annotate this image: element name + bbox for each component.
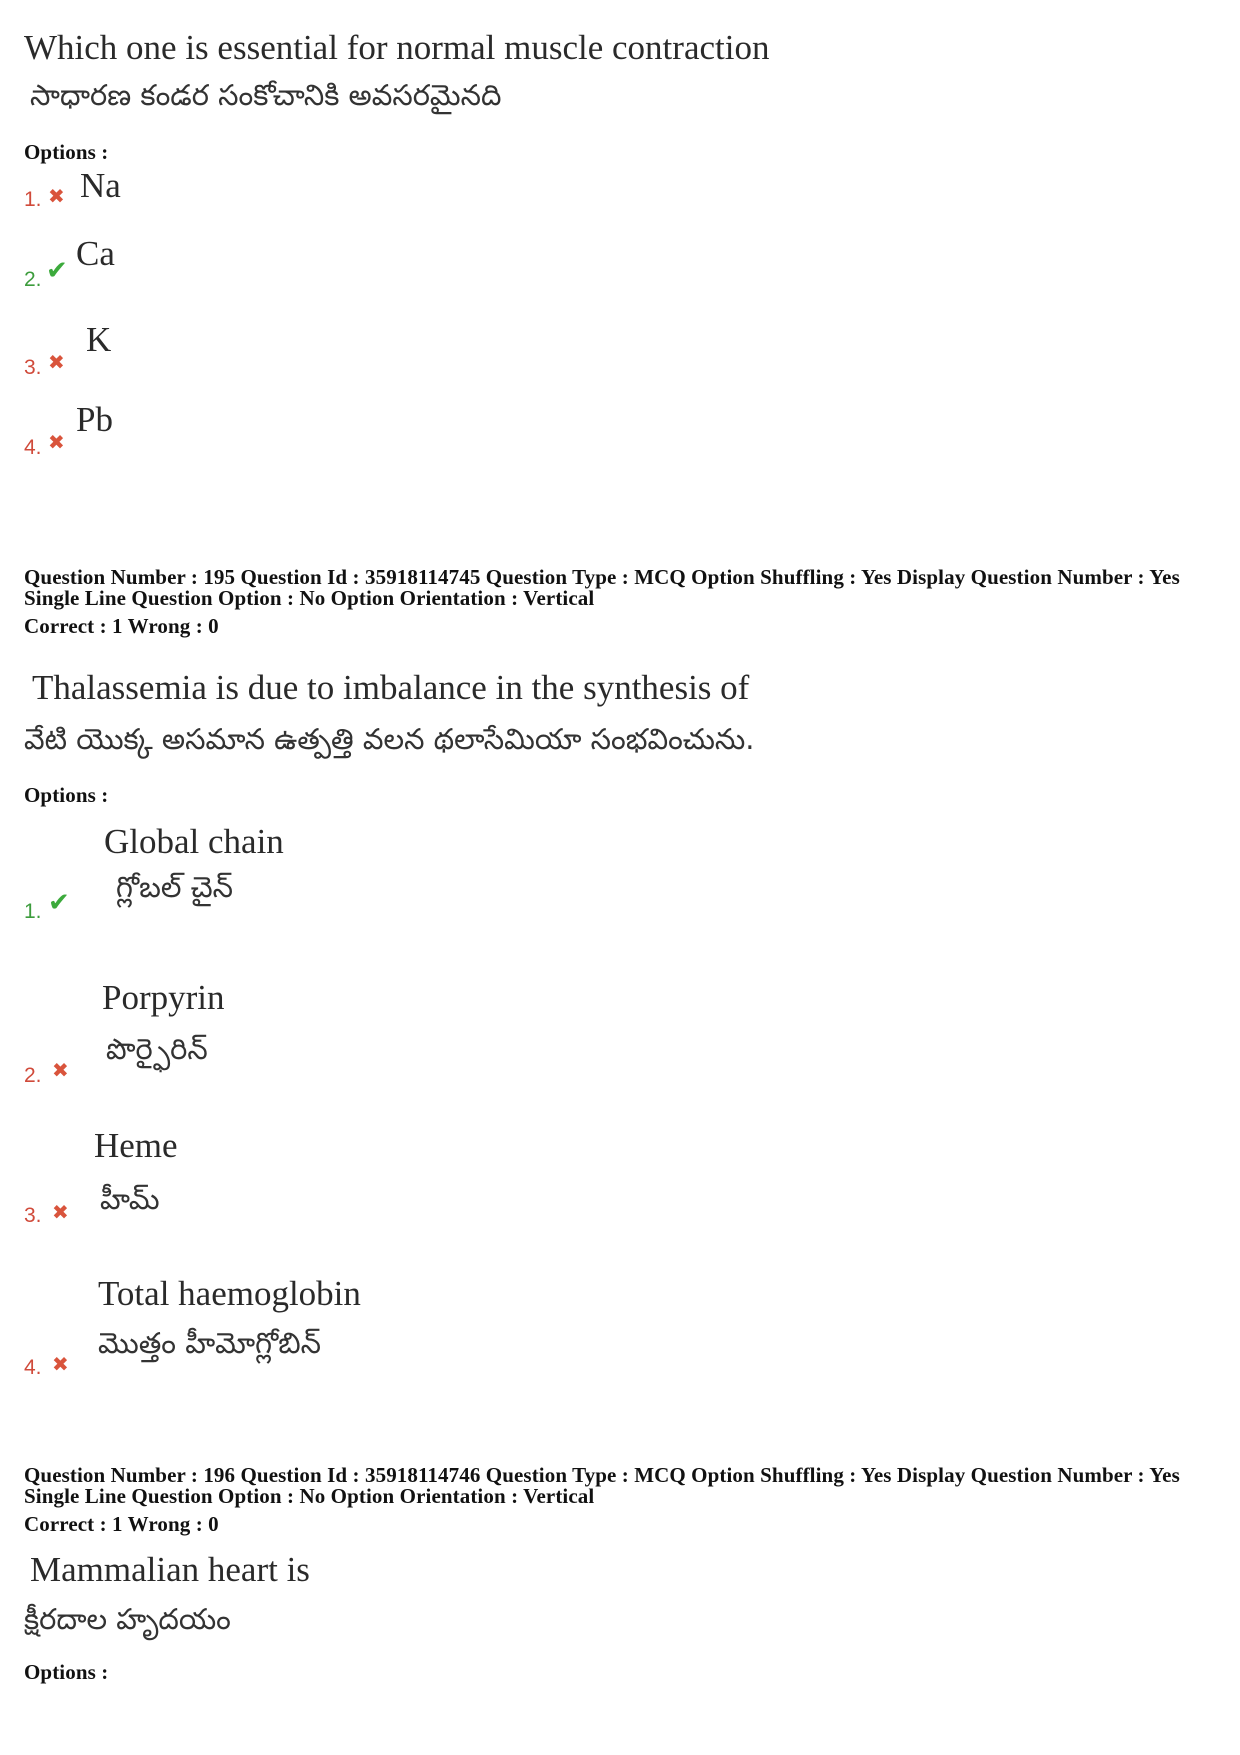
option-text: Pb (76, 400, 113, 439)
option-number: 4. (24, 436, 42, 459)
cross-icon: ✖ (52, 1352, 69, 1376)
option-text-en: Heme (94, 1126, 178, 1165)
question-marks: Correct : 1 Wrong : 0 (24, 614, 219, 638)
option-text: Ca (76, 234, 115, 273)
option-text-te: హీమ్ (100, 1182, 160, 1216)
option-text-te: గ్లోబల్ చైన్ (116, 870, 234, 904)
option-text-en: Total haemoglobin (98, 1274, 361, 1313)
option-text-en: Global chain (104, 822, 284, 861)
question-meta-line1: Question Number : 196 Question Id : 35918114746 Question Type : MCQ Option Shuffling : Yes Display Question Number : Yes (24, 1463, 1180, 1487)
question-meta-line1: Question Number : 195 Question Id : 35918114745 Question Type : MCQ Option Shuffling : Yes Display Question Number : Yes (24, 565, 1180, 589)
question-text-te: వేటి యొక్క అసమాన ఉత్పత్తి వలన థలాసేమియా సంభవించును. (24, 722, 755, 756)
option-number: 2. (24, 268, 42, 291)
question-meta-line2: Single Line Question Option : No Option Orientation : Vertical (24, 586, 595, 610)
option-number: 1. (24, 900, 42, 923)
option-number: 4. (24, 1356, 42, 1379)
question-marks: Correct : 1 Wrong : 0 (24, 1512, 219, 1536)
option-text: Na (80, 166, 121, 205)
options-label: Options : (24, 140, 109, 164)
cross-icon: ✖ (48, 184, 65, 208)
question-meta-line2: Single Line Question Option : No Option Orientation : Vertical (24, 1484, 595, 1508)
option-number: 3. (24, 1204, 42, 1227)
question-text-en: Mammalian heart is (30, 1550, 310, 1589)
option-text-te: మొత్తం హీమోగ్లోబిన్ (98, 1326, 321, 1360)
option-number: 2. (24, 1064, 42, 1087)
cross-icon: ✖ (52, 1058, 69, 1082)
question-text-te: క్షీరదాల హృదయం (24, 1602, 231, 1636)
question-text-te: సాధారణ కండర సంకోచానికి అవసరమైనది (30, 78, 502, 112)
option-number: 1. (24, 188, 42, 211)
option-text-en: Porpyrin (102, 978, 225, 1017)
option-text-te: పొర్ఫైరిన్ (106, 1032, 208, 1066)
option-text: K (86, 320, 112, 359)
cross-icon: ✖ (52, 1200, 69, 1224)
cross-icon: ✖ (48, 350, 65, 374)
check-icon: ✔ (48, 888, 70, 918)
options-label: Options : (24, 1660, 109, 1684)
question-text-en: Which one is essential for normal muscle contraction (24, 28, 770, 67)
cross-icon: ✖ (48, 430, 65, 454)
question-text-en: Thalassemia is due to imbalance in the synthesis of (32, 668, 750, 707)
check-icon: ✔ (46, 256, 68, 286)
options-label: Options : (24, 783, 109, 807)
option-number: 3. (24, 356, 42, 379)
